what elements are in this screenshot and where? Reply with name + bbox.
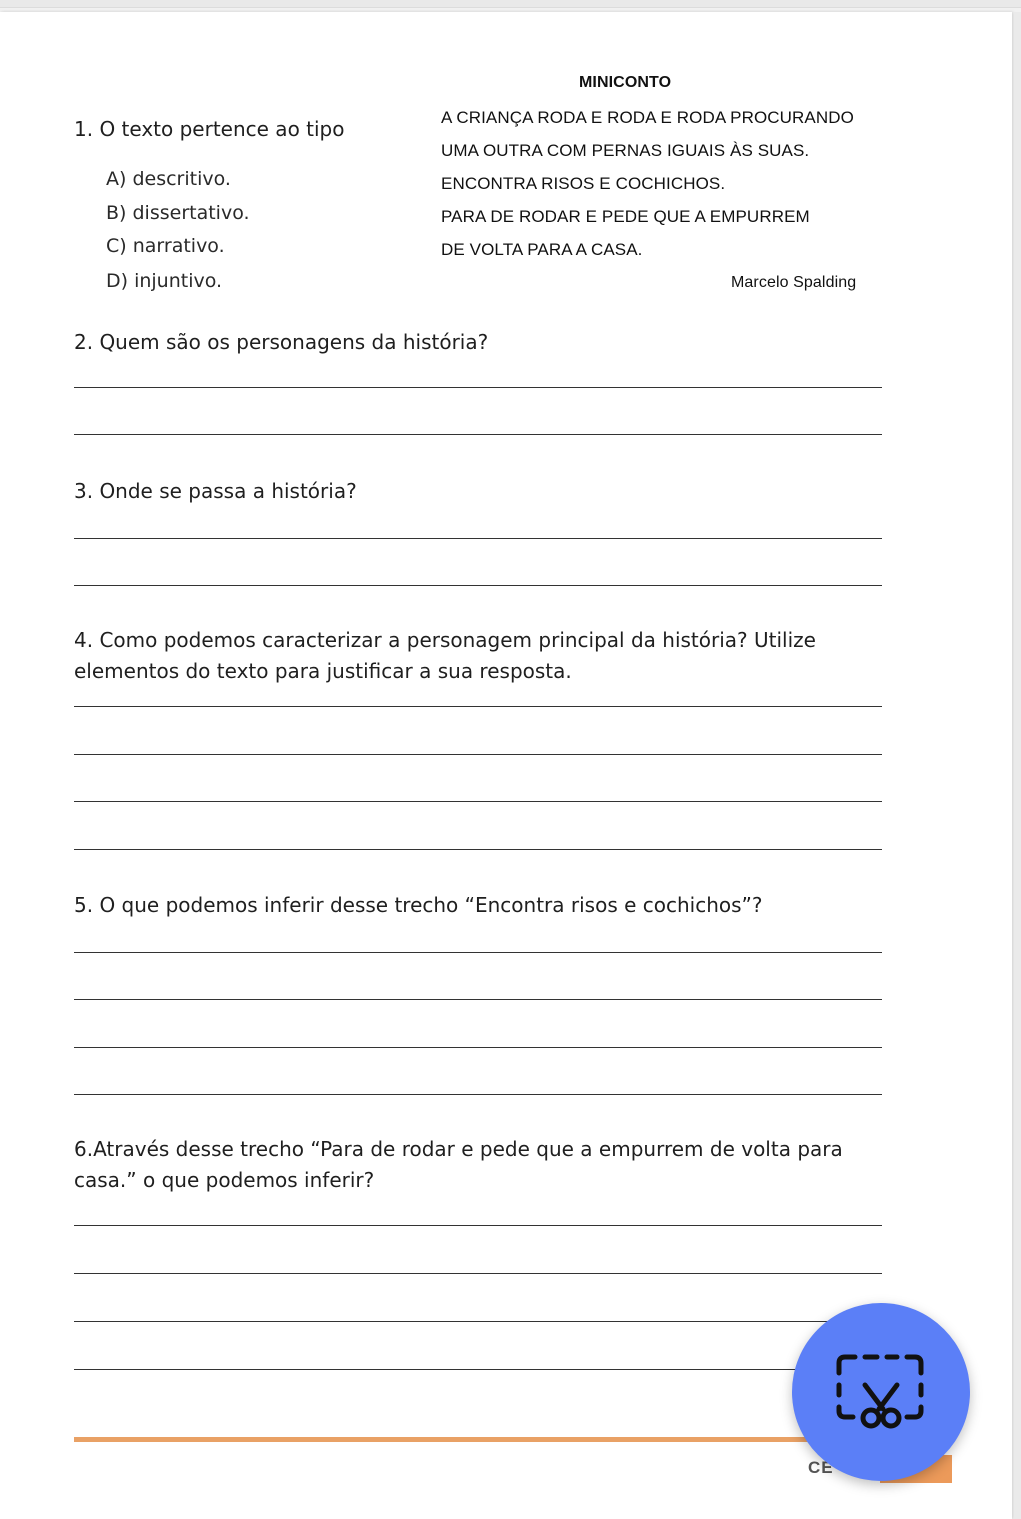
answer-line[interactable] [74, 434, 882, 435]
story-line: ENCONTRA RISOS E COCHICHOS. [441, 174, 726, 193]
top-bar [0, 0, 1021, 8]
answer-line[interactable] [74, 538, 882, 539]
question-3: 3. Onde se passa a história? [74, 479, 357, 503]
answer-line[interactable] [74, 387, 882, 388]
page-gutter [1014, 12, 1021, 1519]
option-a: A) descritivo. [106, 168, 231, 190]
answer-line[interactable] [74, 1047, 882, 1048]
question-4-line-1: 4. Como podemos caracterizar a personagem principal da história? Utilize [74, 628, 816, 652]
story-author: Marcelo Spalding [731, 274, 857, 291]
answer-line[interactable] [74, 1225, 882, 1226]
question-5: 5. O que podemos inferir desse trecho “Encontra risos e cochichos”? [74, 893, 763, 917]
story-title: MINICONTO [579, 74, 672, 91]
answer-line[interactable] [74, 801, 882, 802]
answer-line[interactable] [74, 1321, 882, 1322]
story-line: PARA DE RODAR E PEDE QUE A EMPURREM [441, 207, 810, 226]
option-c: C) narrativo. [106, 235, 225, 257]
question-6-line-1: 6.Através desse trecho “Para de rodar e pede que a empurrem de volta para [74, 1137, 843, 1161]
question-6-line-2: casa.” o que podemos inferir? [74, 1168, 375, 1192]
footer-text: CE [808, 1458, 834, 1477]
answer-line[interactable] [74, 1369, 882, 1370]
question-2: 2. Quem são os personagens da história? [74, 330, 489, 354]
answer-line[interactable] [74, 1094, 882, 1095]
question-4-line-2: elementos do texto para justificar a sua resposta. [74, 659, 572, 683]
question-1: 1. O texto pertence ao tipo [74, 117, 345, 141]
answer-line[interactable] [74, 585, 882, 586]
option-d: D) injuntivo. [106, 270, 223, 292]
option-b: B) dissertativo. [106, 202, 250, 224]
story-line: UMA OUTRA COM PERNAS IGUAIS ÀS SUAS. [441, 141, 810, 160]
answer-line[interactable] [74, 706, 882, 707]
screenshot-edit-button[interactable] [792, 1303, 970, 1481]
answer-line[interactable] [74, 754, 882, 755]
answer-line[interactable] [74, 999, 882, 1000]
story-line: DE VOLTA PARA A CASA. [441, 240, 643, 259]
answer-line[interactable] [74, 849, 882, 850]
answer-line[interactable] [74, 952, 882, 953]
screenshot-scissors-icon [835, 1351, 927, 1431]
story-line: A CRIANÇA RODA E RODA E RODA PROCURANDO [441, 108, 854, 127]
answer-line[interactable] [74, 1273, 882, 1274]
